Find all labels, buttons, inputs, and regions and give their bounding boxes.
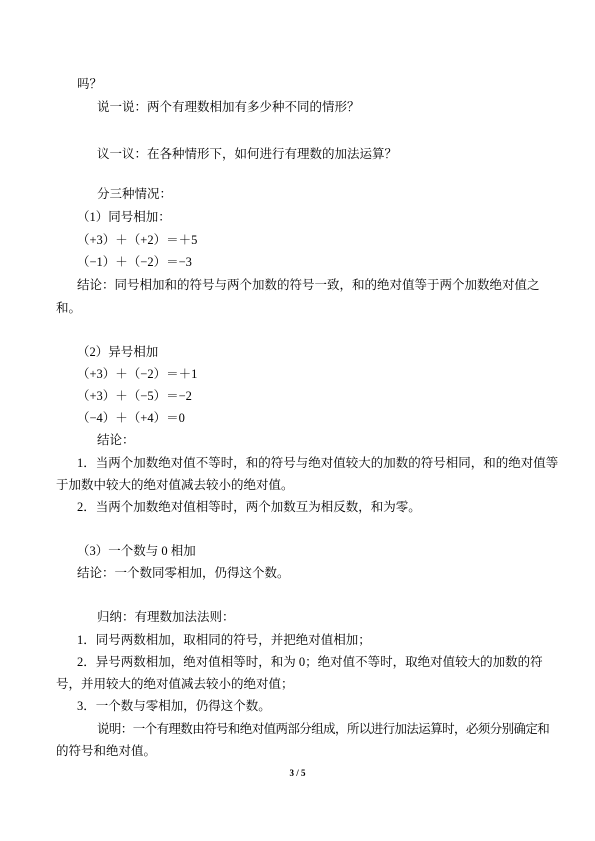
case-1-example: （+3）＋（+2）＝＋5 (77, 233, 198, 247)
case-2-example: （+3）＋（−2）＝＋1 (77, 367, 198, 381)
case-3-conclusion: 结论：一个数同零相加，仍得这个数。 (77, 566, 290, 580)
summary-heading: 归纳：有理数加法法则： (97, 610, 235, 624)
summary-rule-1: 1．同号两数相加，取相同的符号，并把绝对值相加； (77, 633, 371, 647)
case-2-point-1: 1．当两个加数绝对值不等时，和的符号与绝对值较大的加数的符号相同，和的绝对值等 (77, 456, 559, 470)
cases-intro: 分三种情况： (97, 187, 173, 201)
case-1-example: （−1）＋（−2）＝−3 (77, 255, 192, 269)
page-number: 3 / 5 (289, 768, 306, 778)
case-2-point-1-continued: 于加数中较大的绝对值减去较小的绝对值。 (56, 478, 294, 492)
summary-rule-3: 3．一个数与零相加，仍得这个数。 (77, 699, 271, 713)
continuation-text: 吗？ (77, 77, 103, 91)
summary-rule-2: 2．异号两数相加，绝对值相等时，和为 0；绝对值不等时，取绝对值较大的加数的符 (77, 655, 543, 669)
case-2-point-2: 2．当两个加数绝对值相等时，两个加数互为相反数，和为零。 (77, 500, 421, 514)
case-3-heading: （3）一个数与 0 相加 (77, 544, 196, 558)
summary-note: 说明：一个有理数由符号和绝对值两部分组成，所以进行加法运算时，必须分别确定和 (97, 722, 550, 736)
case-2-heading: （2）异号相加 (77, 345, 159, 359)
case-1-conclusion-continued: 和。 (56, 301, 82, 315)
prompt-discuss: 议一议：在各种情形下，如何进行有理数的加法运算？ (97, 147, 398, 161)
summary-rule-2-continued: 号，并用较大的绝对值减去较小的绝对值； (56, 677, 294, 691)
case-2-conclusion-label: 结论： (97, 433, 135, 447)
prompt-say: 说一说：两个有理数相加有多少种不同的情形？ (97, 100, 360, 114)
case-1-conclusion: 结论：同号相加和的符号与两个加数的符号一致，和的绝对值等于两个加数绝对值之 (77, 278, 540, 292)
case-2-example: （+3）＋（−5）＝−2 (77, 389, 192, 403)
case-2-example: （−4）＋（+4）＝0 (77, 411, 185, 425)
case-1-heading: （1）同号相加： (77, 210, 171, 224)
summary-note-continued: 的符号和绝对值。 (56, 744, 157, 758)
